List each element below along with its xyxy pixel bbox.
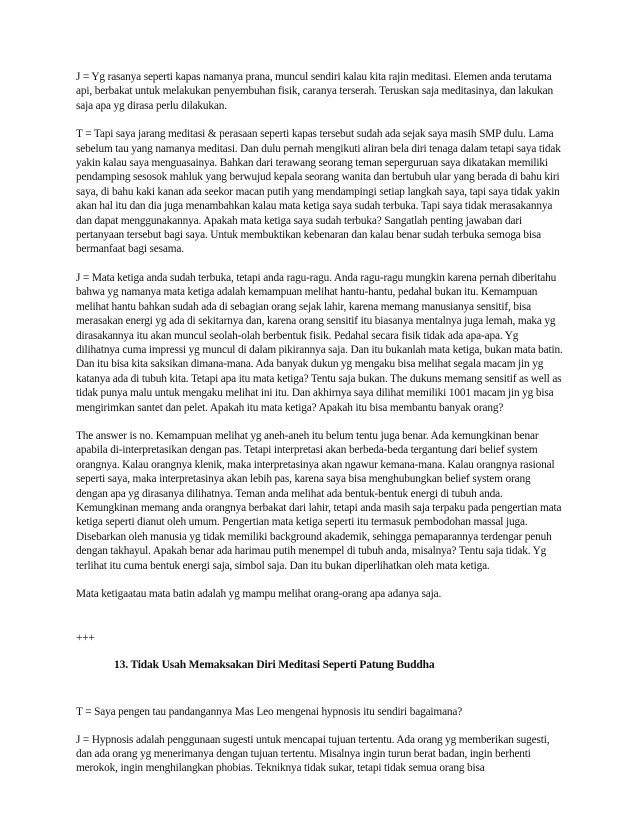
paragraph-question-third-eye: T = Tapi saya jarang meditasi & perasaan seperti kapas tersebut sudah ada sejak saya masih SMP dulu. Lama sebelum tau yang namanya meditasi. Dan dulu pernah mengikuti aliran bela diri tenaga dalam tetapi saya tidak yakin kalau saya menguasainya. Bahkan dari terawang seorang teman seperguruan saya dikatakan memiliki pendamping sesosok mahluk yang berwujud kepala seorang wanita dan bertubuh ular yang berada di bahu kiri saya, di bahu kaki kanan ada seekor macan putih yang mendampingi setiap langkah saya, tapi saya tidak yakin akan hal itu dan dia juga menambahkan kalau mata ketiga saya sudah terbuka. Tapi saya tidak merasakannya dan dapat menggunakannya. Apakah mata ketiga saya sudah terbuka? Sangatlah penting jawaban dari pertanyaan tersebut bagi saya. Untuk membuktikan kebenaran dan kalau benar sudah terbuka semoga bisa bermanfaat bagi sesama. <box>76 128 561 256</box>
paragraph-answer-prana: J = Yg rasanya seperti kapas namanya prana, muncul sendiri kalau kita rajin meditasi. Elemen anda terutama api, berbakat untuk melakukan penyembuhan fisik, caranya terserah. Teruskan saja meditasinya, dan lakukan saja apa yg dirasa perlu dilakukan. <box>76 71 553 112</box>
paragraph-mata-batin: Mata ketigaatau mata batin adalah yg mampu melihat orang-orang apa adanya saja. <box>76 588 442 600</box>
paragraph-answer-third-eye: J = Mata ketiga anda sudah terbuka, tetapi anda ragu-ragu. Anda ragu-ragu mungkin karena pernah diberitahu bahwa yg namanya mata ketiga adalah kemampuan melihat hantu-hantu, pedahal bukan itu. Kemampuan melihat hantu bahkan sudah ada di sebagian orang sejak lahir, karena memang manusianya sensitif, bisa merasakan energi yg ada di sekitarnya dan, karena orang sensitif itu biasanya mentalnya juga lemah, maka yg dirasakannya itu akan muncul seolah-olah berbentuk fisik. Pedahal secara fisik tidak ada apa-apa. Yg dilihatnya cuma impressi yg muncul di dalam pikirannya saja. Dan itu bukanlah mata ketiga, bukan mata batin. Dan itu bisa kita saksikan dimana-mana. Ada banyak dukun yg mengaku bisa melihat segala macam jin yg katanya ada di tubuh kita. Tetapi apa itu mata ketiga? Tentu saja bukan. The dukuns memang sensitif as well as tidak punya malu untuk mengaku melihat ini itu. Dan akhirnya saya dilihat memiliki 1001 macam jin yg bisa mengirimkan santet dan pelet. Apakah itu mata ketiga? Apakah itu bisa membantu banyak orang? <box>76 271 563 414</box>
paragraph-question-hypnosis: T = Saya pengen tau pandangannya Mas Leo mengenai hypnosis itu sendiri bagaimana? <box>76 706 463 719</box>
paragraph-answer-is-no: The answer is no. Kemampuan melihat yg aneh-aneh itu belum tentu juga benar. Ada kemungkinan benar apabila di-interpretasikan dengan pas. Tetapi interpretasi akan berbeda-beda tergantung dari belief system orangnya. Kalau orangnya klenik, maka interpretasinya akan ngawur kemana-mana. Kalau orangnya rasional seperti saya, maka interpretasinya akan lebih pas, karena saya bisa menghubungkan belief system orang dengan apa yg dirasanya dilihatnya. Teman anda melihat ada bentuk-bentuk energi di tubuh anda. Kemungkinan memang anda orangnya berbakat dari lahir, tetapi anda masih saja terpaku pada pengertian mata ketiga seperti dianut oleh umum. Pengertian mata ketiga seperti itu termasuk pembodohan massal juga. Disebarkan oleh manusia yg tidak memiliki background akademik, sehingga pemaparannya terdengar penuh dengan takhayul. Apakah benar ada harimau putih menempel di tubuh anda, misalnya? Tentu saja tidak. Yg terlihat itu cuma bentuk energi saja, simbol saja. Dan itu bukan diperlihatkan oleh mata ketiga. <box>76 429 562 572</box>
paragraph-answer-hypnosis: J = Hypnosis adalah penggunaan sugesti untuk mencapai tujuan tertentu. Ada orang yg memberikan sugesti, dan ada orang yg menerimanya dengan tujuan tertentu. Misalnya ingin turun berat badan, ingin berhenti merokok, ingin menghilangkan phobias. Tekniknya tidak sukar, tetapi tidak semua orang bisa <box>76 733 550 775</box>
section-heading: 13. Tidak Usah Memaksakan Diri Meditasi Seperti Patung Buddha <box>114 658 435 671</box>
section-separator: +++ <box>76 632 95 645</box>
document-page <box>76 70 564 790</box>
